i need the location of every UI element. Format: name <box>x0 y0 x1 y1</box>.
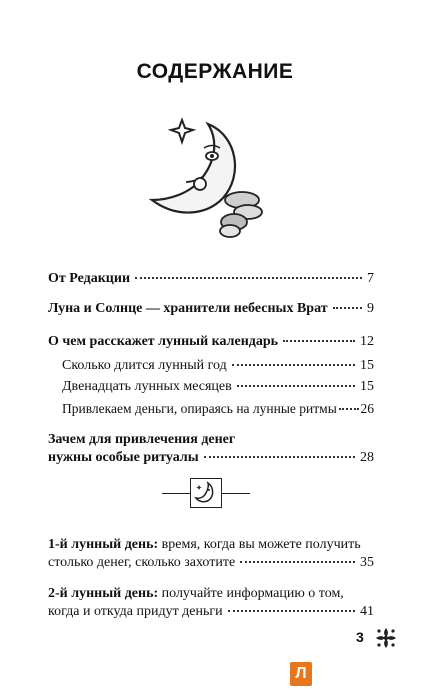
toc-item-moon-sun[interactable]: Луна и Солнце — хранители небесных Врат 9 <box>48 301 374 316</box>
crescent-moon-icon <box>138 116 278 246</box>
leader-dots <box>204 456 355 458</box>
toc-item-months[interactable]: Двенадцать лунных месяцев 15 <box>62 379 374 394</box>
divider-line-right <box>222 493 250 494</box>
divider-line-left <box>162 493 190 494</box>
toc-item-day1-line1: 1-й лунный день: время, когда вы можете получить <box>48 537 361 552</box>
coins-icon <box>220 192 262 237</box>
fleuron-icon <box>374 626 398 650</box>
small-crescent-moon-icon <box>191 479 220 506</box>
toc-item-day2-line1: 2-й лунный день: получайте информацию о том, <box>48 586 344 601</box>
toc-item-day1[interactable]: столько денег, сколько захотите 35 <box>48 555 374 570</box>
toc-item-rituals[interactable]: нужны особые ритуалы 28 <box>48 450 374 465</box>
leader-dots <box>339 408 359 410</box>
star-icon <box>171 120 193 142</box>
toc-item-editorial[interactable]: От Редакции 7 <box>48 271 374 286</box>
leader-dots <box>135 277 362 279</box>
leader-dots <box>333 307 362 309</box>
toc-item-rituals-line1: Зачем для привлечения денег <box>48 432 236 447</box>
leader-dots <box>240 561 355 563</box>
toc-item-day2[interactable]: когда и откуда придут деньги 41 <box>48 604 374 619</box>
leader-dots <box>237 385 355 387</box>
toc-item-calendar[interactable]: О чем расскажет лунный календарь 12 <box>48 334 374 349</box>
section-divider <box>190 478 222 508</box>
toc-item-year[interactable]: Сколько длится лунный год 15 <box>62 358 374 373</box>
leader-dots <box>283 340 355 342</box>
leader-dots <box>228 610 355 612</box>
page-number: 3 <box>356 629 364 645</box>
page-title: СОДЕРЖАНИЕ <box>136 60 294 83</box>
toc-item-money-rhythms[interactable]: Привлекаем деньги, опираясь на лунные ритмы 26 <box>62 401 374 416</box>
watermark-logo: Л <box>290 662 312 686</box>
leader-dots <box>232 364 355 366</box>
